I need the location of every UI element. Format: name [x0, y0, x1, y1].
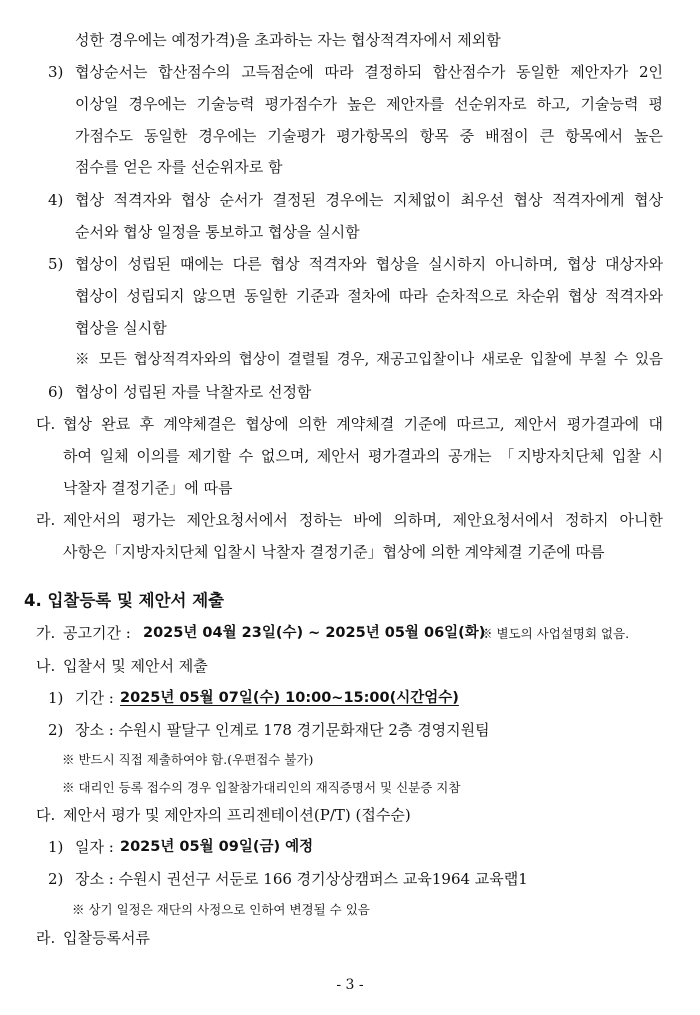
s4-da-note: ※ 상기 일정은 재단의 사정으로 인하여 변경될 수 있음 — [72, 902, 370, 917]
s4-da-title: 제안서 평가 및 제안자의 프리젠테이션(P/T) (접수순) — [63, 806, 411, 824]
continuation-text: 성한 경우에는 예정가격)을 초과하는 자는 협상적격자에서 제외함 — [75, 31, 501, 49]
s4-da-2-number: 2) — [48, 870, 64, 888]
s4-na-note-1: ※ 반드시 직접 제출하여야 함.(우편접수 불가) — [62, 752, 314, 767]
item-5-note: ※ 모든 협상적격자와의 협상이 결렬될 경우, 재공고입찰이나 새로운 입찰에 부칠 수 있음 — [75, 352, 663, 368]
item-6-number: 6) — [48, 383, 64, 401]
item-6-text: 협상이 성립된 자를 낙찰자로 선정함 — [75, 383, 312, 401]
da-mark: 다. — [36, 415, 56, 433]
s4-na-2-text: 장소 : 수원시 팔달구 인계로 178 경기문화재단 2층 경영지원팀 — [75, 721, 490, 739]
item-4-line-2: 순서와 협상 일정을 통보하고 협상을 실시함 — [75, 223, 360, 241]
s4-ra-title: 입찰등록서류 — [63, 929, 150, 947]
item-3-line-3: 가점수도 동일한 경우에는 기술평가 평가항목의 항목 중 배점이 큰 항목에서 높은 — [75, 127, 663, 145]
item-3-line-2: 이상일 경우에는 기술능력 평가점수가 높은 제안자를 선순위자로 하고, 기술능력 평 — [75, 95, 663, 113]
item-5-line-3: 협상을 실시함 — [75, 319, 167, 337]
s4-da-2-text: 장소 : 수원시 권선구 서둔로 166 경기상상캠퍼스 교육1964 교육랩1 — [75, 870, 528, 888]
s4-ga-note: ※ 별도의 사업설명회 없음. — [480, 626, 630, 641]
da-line-2: 하여 일체 이의를 제기할 수 없으며, 제안서 평가결과의 공개는 「지방자치단체 입찰 시 — [63, 447, 663, 465]
s4-na-title: 입찰서 및 제안서 제출 — [63, 657, 208, 675]
s4-da-mark: 다. — [36, 806, 56, 824]
item-5-line-1: 협상이 성립된 때에는 다른 협상 적격자와 협상을 실시하지 아니하며, 협상 대상자와 — [75, 255, 663, 273]
s4-na-1-label: 기간 : — [75, 689, 114, 707]
s4-da-1-number: 1) — [48, 838, 64, 856]
item-3-line-4: 점수를 얻은 자를 선순위자로 함 — [75, 158, 283, 176]
item-4-number: 4) — [48, 191, 64, 209]
s4-ga-period: 2025년 04월 23일(수) ~ 2025년 05월 06일(화) — [143, 625, 486, 641]
da-line-1: 협상 완료 후 계약체결은 협상에 의한 계약체결 기준에 따르고, 제안서 평가결과에 대 — [63, 415, 663, 433]
ra-line-1: 제안서의 평가는 제안요청서에서 정하는 바에 의하며, 제안요청서에서 정하지 아니한 — [63, 511, 663, 529]
s4-da-1-value: 2025년 05월 09일(금) 예정 — [120, 839, 314, 855]
item-5-line-2: 협상이 성립되지 않으면 동일한 기준과 절차에 따라 순차적으로 차순위 협상 적격자와 — [75, 287, 663, 305]
s4-na-note-2: ※ 대리인 등록 접수의 경우 입찰참가대리인의 재직증명서 및 신분증 지참 — [62, 780, 461, 795]
section-4-heading: 4. 입찰등록 및 제안서 제출 — [24, 591, 225, 610]
s4-na-mark: 나. — [36, 657, 56, 675]
item-5-number: 5) — [48, 255, 64, 273]
ra-line-2: 사항은「지방자치단체 입찰시 낙찰자 결정기준」협상에 의한 계약체결 기준에 따름 — [63, 543, 605, 561]
s4-na-1-value: 2025년 05월 07일(수) 10:00~15:00(시간엄수) — [120, 690, 459, 706]
page-number: - 3 - — [336, 977, 364, 993]
item-3-number: 3) — [48, 63, 64, 81]
s4-da-1-label: 일자 : — [75, 838, 114, 856]
s4-ra-mark: 라. — [36, 929, 56, 947]
s4-ga-mark: 가. — [36, 624, 56, 642]
da-line-3: 낙찰자 결정기준」에 따름 — [63, 479, 233, 497]
s4-na-2-number: 2) — [48, 721, 64, 739]
ra-mark: 라. — [36, 511, 56, 529]
item-3-line-1: 협상순서는 합산점수의 고득점순에 따라 결정하되 합산점수가 동일한 제안자가 2인 — [75, 63, 663, 81]
s4-na-1-number: 1) — [48, 689, 64, 707]
item-4-line-1: 협상 적격자와 협상 순서가 결정된 경우에는 지체없이 최우선 협상 적격자에게 협상 — [75, 191, 663, 209]
s4-ga-label: 공고기간 : — [63, 624, 131, 642]
